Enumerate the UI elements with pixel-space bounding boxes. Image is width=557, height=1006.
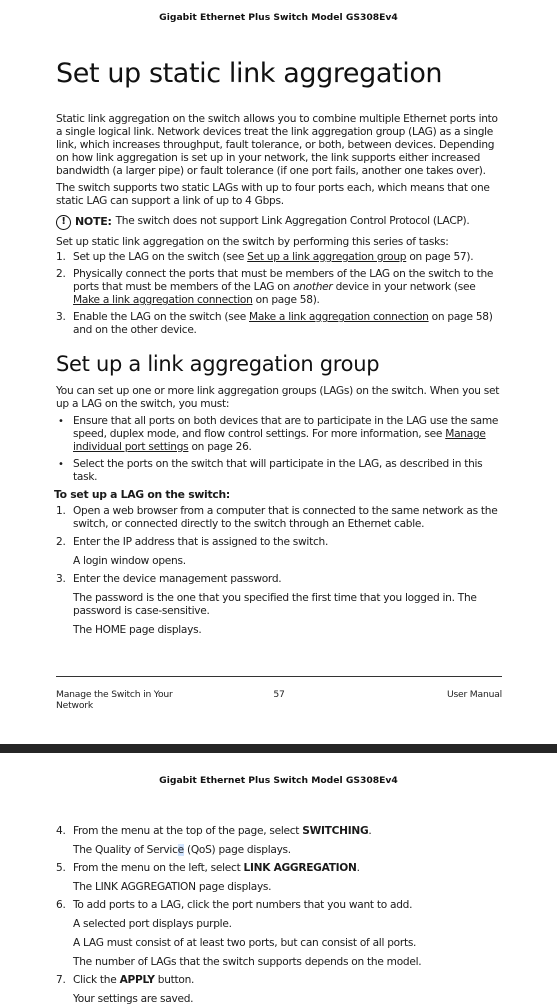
tasks-intro: Set up static link aggregation on the switch by performing this series of tasks: bbox=[56, 236, 449, 248]
list-item: 5. From the menu on the left, select LINK AGGREGATION. The LINK AGGREGATION page displays. bbox=[56, 862, 504, 894]
list-item: 2. Enter the IP address that is assigned to the switch. A login window opens. bbox=[56, 536, 504, 568]
section-intro: You can set up one or more link aggregation groups (LAGs) on the switch. When you set up a LAG on the switch, you must: bbox=[56, 385, 500, 410]
footer-doc-title: User Manual bbox=[446, 689, 502, 700]
list-item: • Select the ports on the switch that will participate in the LAG, as described in this task. bbox=[58, 458, 483, 483]
list-item: 2. Physically connect the ports that must be members of the LAG on the switch to the ports that must be members of the LAG on another device in your network (see Make a link aggregation connection on page 58). bbox=[56, 268, 494, 306]
step-result: A LAG must consist of at least two ports, but can consist of all ports. bbox=[73, 937, 417, 949]
manual-page-58 bbox=[0, 753, 557, 1005]
list-item: 3. Enable the LAG on the switch (see Make a link aggregation connection on page 58) and on the other device. bbox=[56, 311, 493, 336]
link-manage-port-settings[interactable]: Manage individual port settings bbox=[73, 428, 486, 453]
list-item: 1. Set up the LAG on the switch (see Set up a link aggregation group on page 57). bbox=[56, 251, 474, 263]
page-57-content bbox=[56, 58, 504, 637]
step-result: The HOME page displays. bbox=[73, 624, 202, 636]
procedure-title: To set up a LAG on the switch: bbox=[54, 488, 230, 501]
footer-page-number: 57 bbox=[273, 689, 285, 700]
step-result: The LINK AGGREGATION page displays. bbox=[73, 881, 272, 893]
step-result: Your settings are saved. bbox=[73, 993, 194, 1005]
step-result: The Quality of Service (QoS) page displays. bbox=[73, 844, 291, 856]
section-title: Set up a link aggregation group bbox=[56, 352, 380, 376]
step-result: A selected port displays purple. bbox=[73, 918, 232, 930]
list-item: 4. From the menu at the top of the page, select SWITCHING. The Quality of Service (QoS) page displays. bbox=[56, 825, 504, 857]
note-label: NOTE: bbox=[75, 215, 112, 228]
list-item: 1. Open a web browser from a computer that is connected to the same network as the switch, or connected directly to the switch through an Ethernet cable. bbox=[56, 505, 498, 530]
running-header: Gigabit Ethernet Plus Switch Model GS308Ev4 bbox=[159, 12, 398, 23]
note-text: The switch does not support Link Aggregation Control Protocol (LACP). bbox=[115, 215, 470, 227]
step-result: The password is the one that you specified the first time that you logged in. The password is case-sensitive. bbox=[73, 592, 477, 617]
link-make-lag-connection[interactable]: Make a link aggregation connection bbox=[73, 294, 253, 306]
note-box bbox=[56, 215, 504, 230]
requirements-list bbox=[56, 415, 504, 484]
step-result: The number of LAGs that the switch supports depends on the model. bbox=[73, 956, 422, 968]
footer-rule bbox=[56, 676, 502, 677]
list-item: • Ensure that all ports on both devices that are to participate in the LAG use the same speed, duplex mode, and flow control settings. For more information, see Manage individual port settings on page 26. bbox=[58, 415, 499, 453]
bullet-icon: • bbox=[58, 459, 64, 470]
list-item: 7. Click the APPLY button. Your settings are saved. bbox=[56, 974, 504, 1006]
page-break-band bbox=[0, 744, 557, 753]
list-item: 3. Enter the device management password. The password is the one that you specified the first time that you logged in. The password is case-sensitive. The HOME page displays. bbox=[56, 573, 504, 637]
lag-info-paragraph: The switch supports two static LAGs with up to four ports each, which means that one static LAG can support a link of up to 4 Gbps. bbox=[56, 182, 490, 207]
link-set-up-lag-group[interactable]: Set up a link aggregation group bbox=[247, 251, 407, 263]
tasks-list bbox=[56, 251, 504, 337]
list-item: 6. To add ports to a LAG, click the port numbers that you want to add. A selected port displays purple. A LAG must consist of at least two ports, but can consist of all ports. The number of LAGs that the switch supports depends on the model. bbox=[56, 899, 504, 969]
link-make-lag-connection[interactable]: Make a link aggregation connection bbox=[249, 311, 429, 323]
bullet-icon: • bbox=[58, 416, 64, 427]
footer-chapter: Manage the Switch in Your Network bbox=[56, 689, 173, 711]
step-result: A login window opens. bbox=[73, 555, 186, 567]
page-58-content bbox=[56, 825, 504, 1006]
text-selection[interactable]: e bbox=[177, 844, 184, 856]
running-header: Gigabit Ethernet Plus Switch Model GS308Ev4 bbox=[159, 775, 398, 786]
procedure-steps-continued bbox=[56, 825, 504, 1006]
procedure-steps bbox=[56, 505, 504, 637]
exclamation-circle-icon: ! bbox=[56, 215, 71, 230]
page-title: Set up static link aggregation bbox=[56, 58, 443, 89]
intro-paragraph: Static link aggregation on the switch allows you to combine multiple Ethernet ports into a single logical link. Network devices treat the link aggregation group (LAG) as a single link, which increases throughput, fault tolerance, or both, between devices. Depending on how link aggregation is set up in your network, the link supports either increased bandwidth (a larger pipe) or fault tolerance (if one port fails, another one takes over). bbox=[56, 113, 498, 177]
